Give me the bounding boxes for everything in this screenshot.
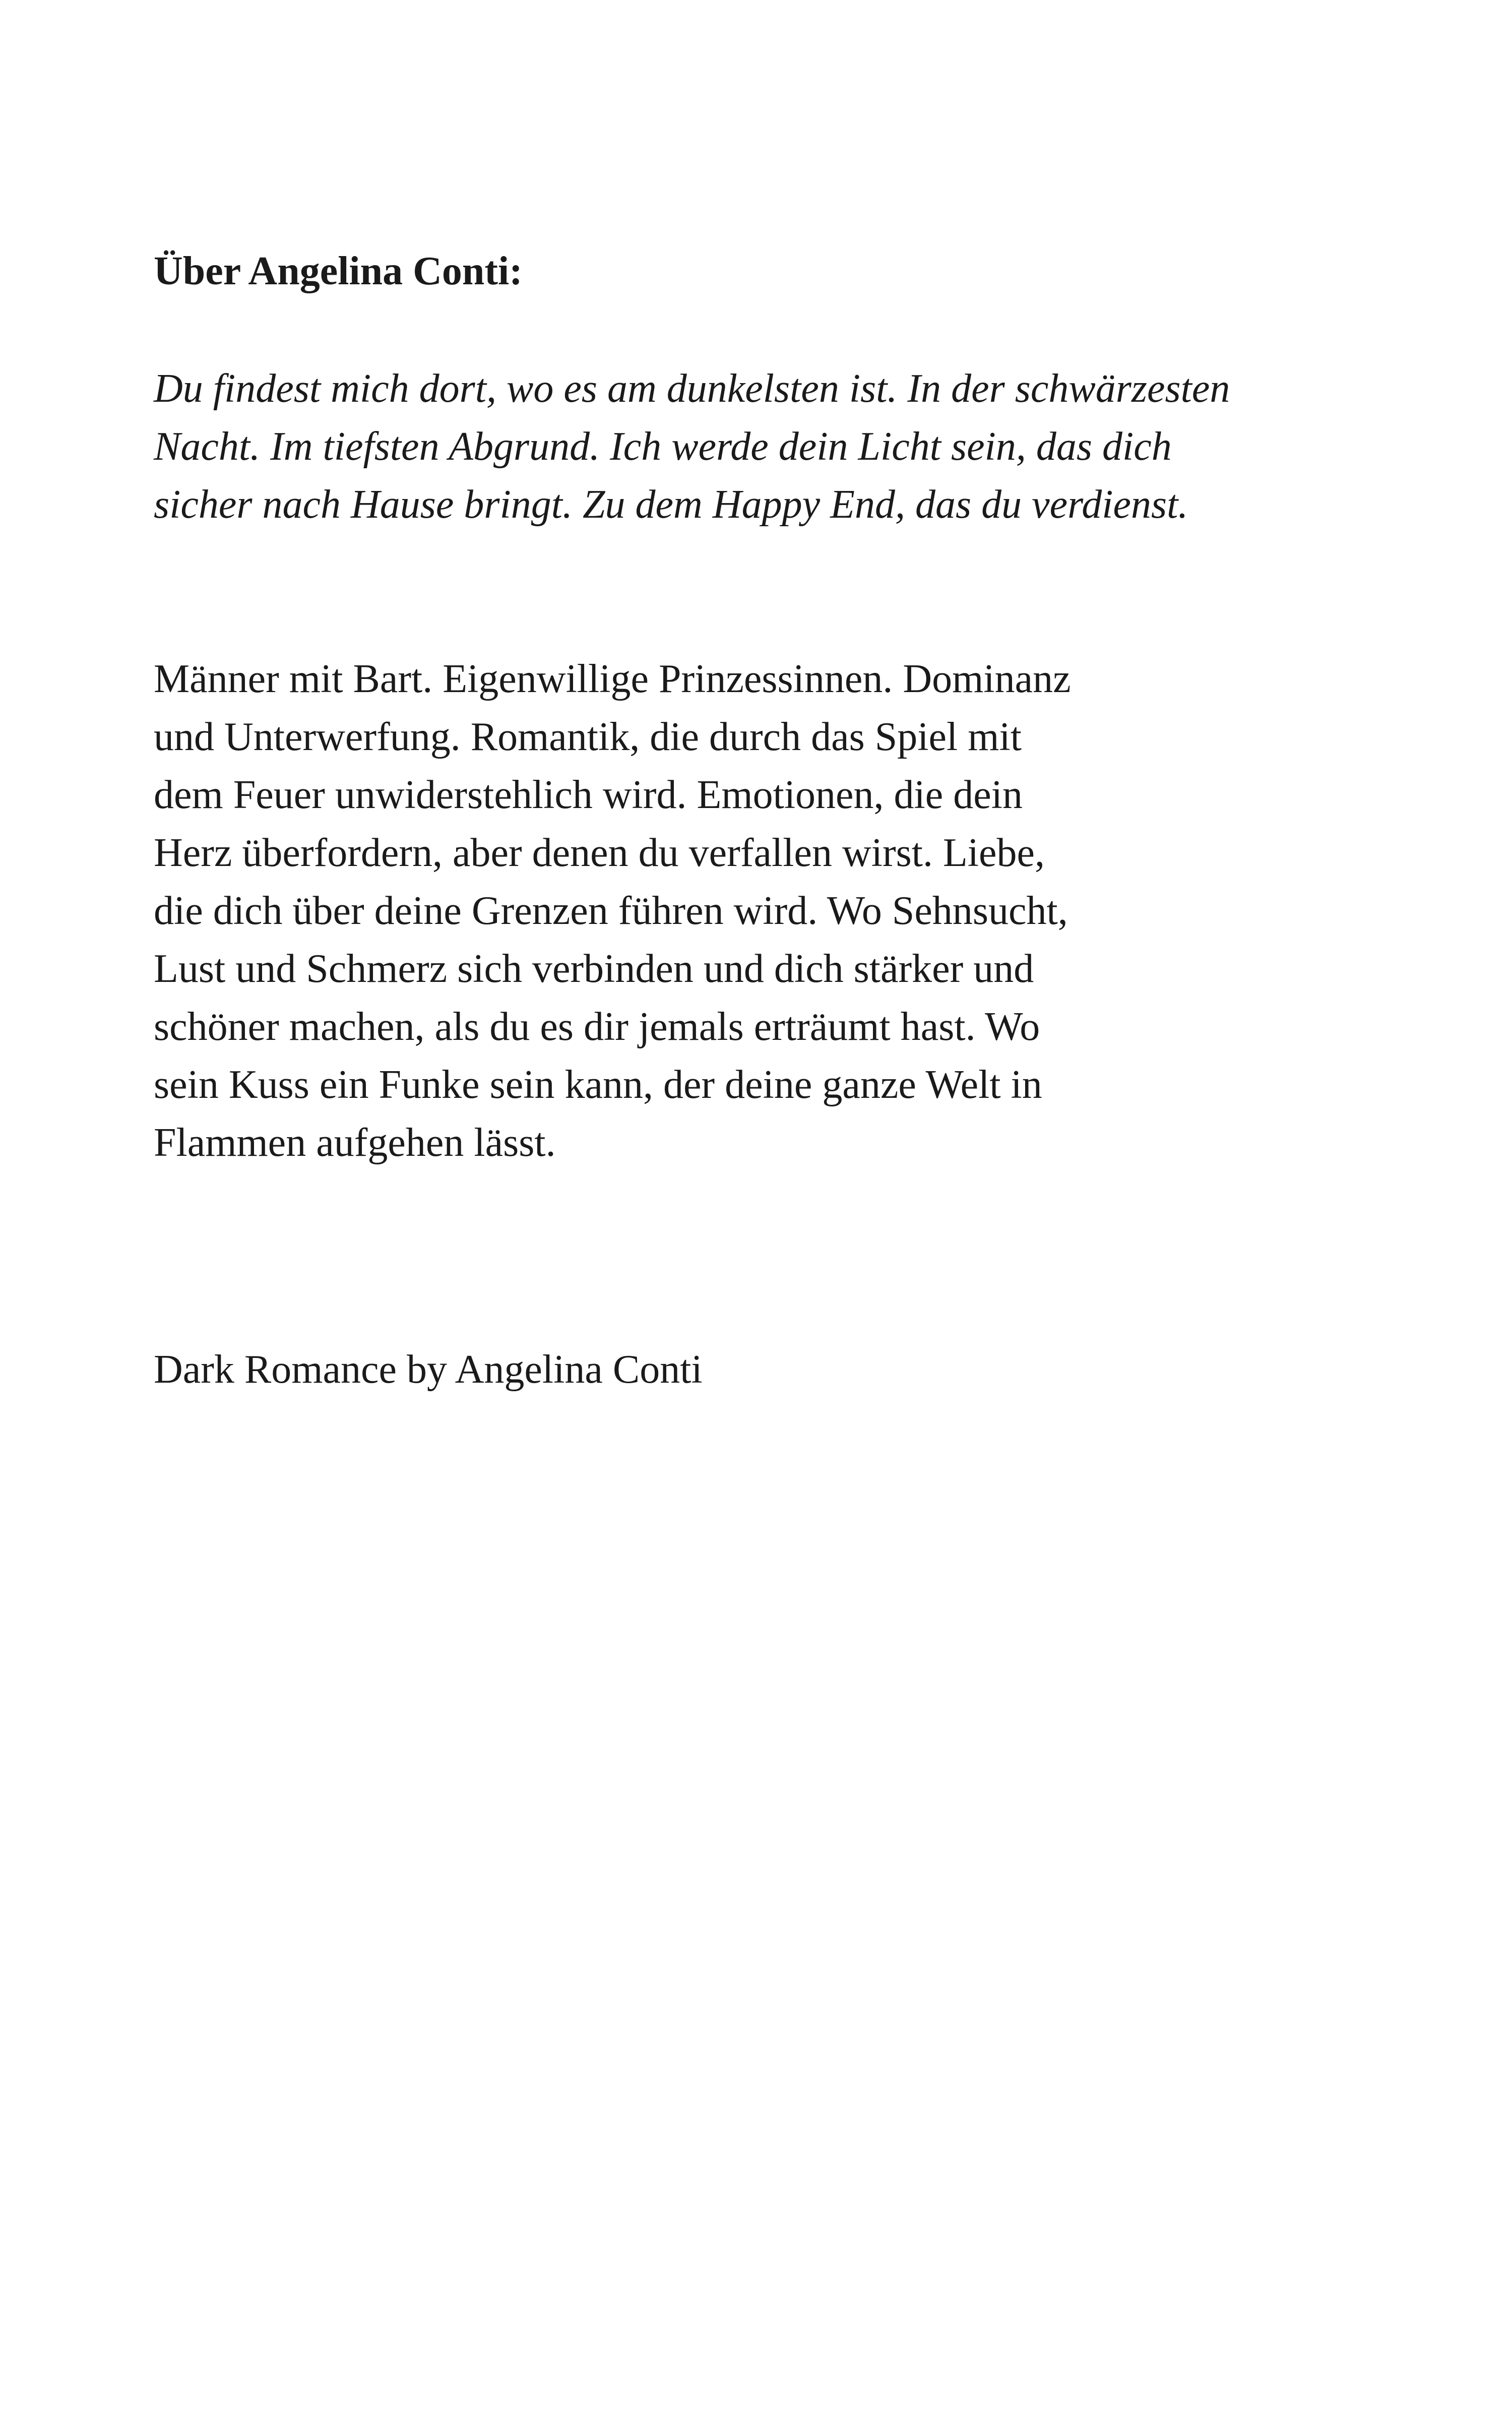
description-paragraph [154,650,1288,1172]
body-line: Herz überfordern, aber denen du verfallen wirst. Liebe, [154,831,1045,875]
body-line: Männer mit Bart. Eigenwillige Prinzessinnen. Dominanz [154,657,1071,701]
quote-line: Nacht. Im tiefsten Abgrund. Ich werde dein Licht sein, das dich [154,424,1172,469]
page-heading: Über Angelina Conti: [154,249,523,293]
quote-line: sicher nach Hause bringt. Zu dem Happy End, das du verdienst. [154,482,1188,527]
author-quote [154,360,1313,534]
body-line: dem Feuer unwiderstehlich wird. Emotionen, die dein [154,773,1023,817]
body-line: sein Kuss ein Funke sein kann, der deine ganze Welt in [154,1063,1042,1107]
signature-line: Dark Romance by Angelina Conti [154,1347,703,1392]
body-line: schöner machen, als du es dir jemals erträumt hast. Wo [154,1005,1040,1049]
body-line: Flammen aufgehen lässt. [154,1121,556,1165]
body-line: die dich über deine Grenzen führen wird. Wo Sehnsucht, [154,889,1068,933]
body-line: Lust und Schmerz sich verbinden und dich stärker und [154,947,1034,991]
body-line: und Unterwerfung. Romantik, die durch das Spiel mit [154,715,1022,759]
quote-line: Du findest mich dort, wo es am dunkelsten ist. In der schwärzesten [154,366,1230,411]
